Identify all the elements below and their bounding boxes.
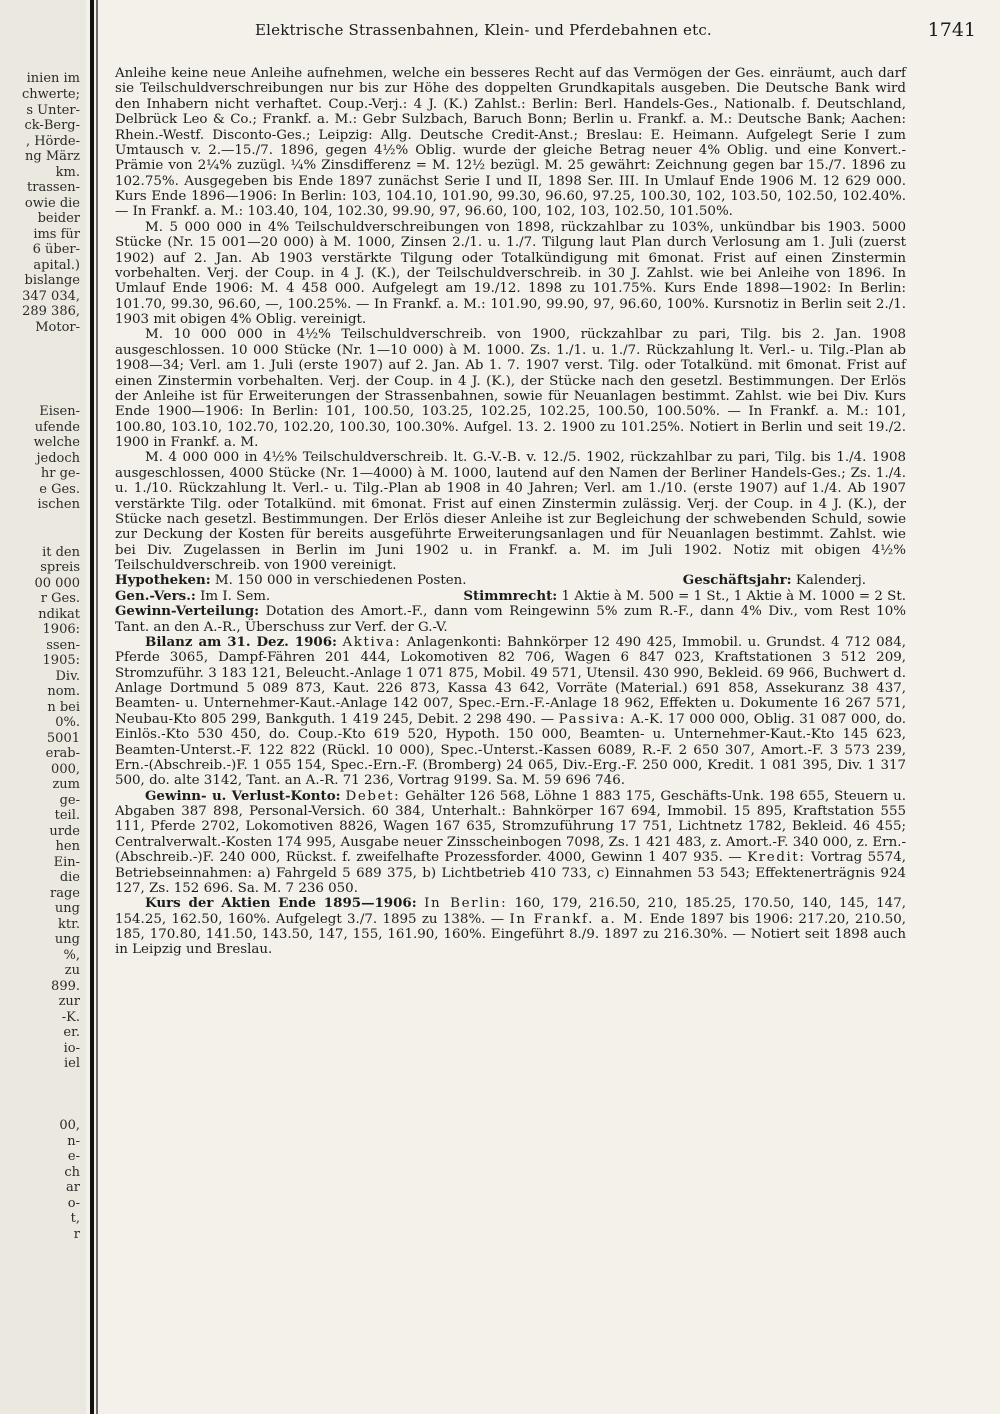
- margin-line: ims für: [33, 227, 80, 242]
- margin-line: hen: [55, 839, 80, 854]
- kredit-text: Vortrag 5574, Betriebseinnahmen: a) Fahrgeld 5 689 375, b) Lichtbetrieb 410 733, c) Einnahmen 53 543; Effektenerträgnis 924 127, Zs. 152 696. Sa. M. 7 236 050.: [115, 850, 906, 896]
- aktiva-label: Aktiva:: [342, 634, 402, 650]
- frankf-kurs-text: Ende 1897 bis 1906: 217.20, 210.50, 185, 170.80, 141.50, 143.50, 147, 155, 161.90, 160%. Eingeführt 8./9. 1897 zu 216.30%. — Notiert seit 1898 auch in Leipzig und Breslau.: [115, 911, 906, 958]
- page-header: [100, 19, 976, 43]
- debet-label: Debet:: [345, 788, 401, 804]
- margin-line: rage: [50, 886, 80, 901]
- frankf-label: In Frankf. a. M.: [509, 911, 645, 927]
- berlin-kurs-text: 160, 179, 216.50, 210, 185.25, 170.50, 140, 145, 147, 154.25, 162.50, 160%. Aufgelegt 3./7. 1895 zu 138%. —: [115, 896, 906, 927]
- debet-text: Gehälter 126 568, Löhne 1 883 175, Geschäfts-Unk. 198 655, Steuern u. Abgaben 387 898, Personal-Versich. 60 384, Unterhalt.: Bahnkörper 167 694, Immobil. 15 895, Kraftstation 555 111, Pferde 2702, Lokomotiven 8826, Wagen 167 635, Stromzuführung 17 751, Lichtnetz 1782, Bekleid. 46 455; Centralverwalt.-Kosten 174 995, Ausgabe neuer Zinsscheinbogen 7098, Zs. 1 421 483, z. Amort.-F. 340 000, z. Ern.-(Abschreib.-)F. 240 000, Rückst. f. zweifelhafte Prozessforder. 4000, Gewinn 1 407 935. —: [115, 788, 907, 866]
- margin-line: Eisen-: [39, 404, 80, 419]
- stimmrecht-label: Stimmrecht:: [463, 587, 558, 604]
- margin-line: n-: [67, 1134, 80, 1149]
- hypotheken-text: M. 150 000 in verschiedenen Posten.: [214, 573, 467, 589]
- margin-line: ck-Berg-: [24, 118, 80, 133]
- margin-line: e-: [67, 1149, 80, 1164]
- margin-line: ge-: [59, 793, 80, 808]
- margin-line: zur: [58, 994, 80, 1009]
- margin-line: iel: [63, 1056, 80, 1071]
- gewinnverteilung-paragraph: [115, 604, 906, 635]
- margin-line: n bei: [47, 700, 80, 715]
- margin-line: ndikat: [38, 607, 80, 622]
- margin-line: , Hörde-: [25, 134, 80, 149]
- passiva-label: Passiva:: [558, 711, 626, 727]
- margin-line: e Ges.: [39, 482, 80, 497]
- margin-line: r Ges.: [40, 591, 80, 606]
- margin-line: teil.: [54, 808, 80, 823]
- margin-line: er.: [63, 1025, 80, 1040]
- left-margin-fragments: [0, 0, 86, 1414]
- margin-line: Div.: [55, 669, 80, 684]
- margin-line: ung: [54, 901, 80, 916]
- margin-line: ktr.: [57, 917, 80, 932]
- running-title: Elektrische Strassenbahnen, Klein- und Pferdebahnen etc.: [255, 21, 712, 39]
- margin-line: owie die: [24, 196, 80, 211]
- margin-line: 1905:: [42, 653, 80, 668]
- margin-line: 6 über-: [32, 242, 80, 257]
- paragraph-anleihe-1896: Anleihe keine neue Anleihe aufnehmen, welche ein besseres Recht auf das Vermögen der Ges. einräumt, auch darf sie Teilschuldverschreibungen nur bis zur Höhe des doppelten Grundkapitals ausgeben. Die Deutsche Bank wird den Inhabern nicht verhaftet. Coup.-Verj.: 4 J. (K.) Zahlst.: Berlin: Berl. Handels-Ges., Nationalb. f. Deutschland, Delbrück Leo & Co.; Frankf. a. M.: Gebr Sulzbach, Baruch Bonn; Berlin u. Frankf. a. M.: Deutsche Bank; Aachen: Rhein.-Westf. Disconto-Ges.; Leipzig: Allg. Deutsche Credit-Anst.; Breslau: E. Heimann. Aufgelegt Serie I zum Umtausch v. 2.—15./7. 1896, gegen 4½% Oblig. wurde der gleiche Betrag neuer 4% Oblig. und eine Konvert.-Prämie von 2¼% zuzügl. ¼% Zinsdifferenz = M. 12½ bezügl. M. 25 gewährt: Zeichnung gegen bar 15./7. 1896 zu 102.75%. Ausgegeben bis Ende 1897 zunächst Serie I und II, 1898 Ser. III. In Umlauf Ende 1906 M. 12 629 000. Kurs Ende 1896—1906: In Berlin: 103, 104.10, 101.90, 99.30, 96.60, 97.25, 100.30, 102, 103.50, 102.50, 102.40%. — In Frankf. a. M.: 103.40, 104, 102.30, 99.90, 97, 96.60, 100, 102, 103, 102.50, 101.50%.: [115, 66, 906, 220]
- margin-line: erab-: [45, 746, 80, 761]
- aktiva-text: Anlagenkonti: Bahnkörper 12 490 425, Immobil. u. Grundst. 4 712 084, Pferde 3065, Dampf-Fähren 201 444, Lokomotiven 82 706, Wagen 6 847 023, Kraftstationen 3 512 209, Stromzuführ. 3 183 121, Beleucht.-Anlage 1 071 875, Mobil. 49 571, Utensil. 430 990, Bekleid. 69 966, Buchwert d. Anlage Dortmund 5 089 873, Kaut. 226 873, Kassa 43 642, Vorräte (Material.) 691 858, Assekuranz 38 437, Beamten- u. Unternehmer-Kaut.-Anlage 142 007, Spec.-Ern.-F.-Anlage 18 962, Effekten u. Dokumente 16 267 571, Neubau-Kto 805 299, Bankguth. 1 419 245, Debit. 2 298 490. —: [115, 634, 906, 727]
- margin-line: 0%.: [55, 715, 80, 730]
- margin-line: die: [59, 870, 80, 885]
- margin-line: nom.: [47, 684, 80, 699]
- margin-line: -K.: [61, 1010, 80, 1025]
- margin-line: ssen-: [46, 638, 80, 653]
- margin-line: io-: [63, 1041, 80, 1056]
- margin-line: welche: [33, 435, 80, 450]
- geschaeftsjahr-text: Kalenderj.: [795, 573, 866, 589]
- margin-line: beider: [37, 211, 80, 226]
- kurs-label: Kurs der Aktien Ende 1895—1906:: [145, 895, 417, 912]
- margin-line: it den: [42, 545, 80, 560]
- paragraph-anleihe-1902: M. 4 000 000 in 4½% Teilschuldverschreib. lt. G.-V.-B. v. 12./5. 1902, rückzahlbar zu pari, Tilg. bis 1./4. 1908 ausgeschlossen, 4000 Stücke (Nr. 1—4000) à M. 1000, lautend auf den Namen der Berliner Handels-Ges.; Zs. 1./4. u. 1./10. Rückzahlung lt. Verl.- u. Tilg.-Plan ab 1908 in 40 Jahren; Verl. am 1./10. (erste 1907) auf 1./4. Ab 1907 verstärkte Tilg. oder Totalkünd. mit 6monat. Frist auf einen Zinstermin zulässig. Verj. der Coup. in 4 J. (K.), der Stücke nach gesetzl. Bestimmungen. Der Erlös dieser Anleihe ist zur Begleichung der schwebenden Schuld, sowie zur Deckung der Kosten für bereits ausgeführte Erweiterungsanlagen und für Neuanlagen bestimmt. Zahlst. wie bei Div. Zugelassen in Berlin im Juni 1902 u. in Frankf. a. M. im Juli 1902. Notiz mit obigen 4½% Teilschuldverschreib. von 1900 vereinigt.: [115, 450, 906, 573]
- guv-paragraph: [115, 789, 906, 897]
- margin-line: ng März: [25, 149, 80, 164]
- berlin-label: In Berlin:: [424, 896, 508, 912]
- margin-line: 289 386,: [22, 304, 80, 319]
- stimmrecht-text: 1 Aktie à M. 500 = 1 St., 1 Aktie à M. 1000 = 2 St.: [561, 588, 906, 604]
- margin-line: 00,: [59, 1118, 80, 1133]
- margin-line: ufende: [34, 420, 80, 435]
- margin-line: t,: [70, 1211, 80, 1226]
- hypotheken-line: [115, 573, 906, 588]
- kurs-paragraph: [115, 896, 906, 958]
- margin-line: urde: [49, 824, 80, 839]
- margin-line: spreis: [40, 560, 80, 575]
- margin-line: km.: [55, 165, 80, 180]
- kredit-label: Kredit:: [747, 850, 806, 866]
- passiva-text: A.-K. 17 000 000, Oblig. 31 087 000, do. Einlös.-Kto 530 450, do. Coup.-Kto 619 520, Hypoth. 150 000, Beamten- u. Unternehmer-Kaut.-Kto 145 623, Beamten-Unterst.-F. 122 822 (Rückl. 10 000), Spec.-Unterst.-Kassen 6089, R.-F. 2 650 307, Amort.-F. 3 573 239, Ern.-(Abschreib.-)F. 1 055 154, Spec.-Ern.-F. (Bromberg) 24 065, Div.-Erg.-F. 250 000, Kredit. 1 081 395, Div. 1 317 500, do. alte 3142, Tant. an A.-R. 71 236, Vortrag 9199. Sa. M. 59 696 746.: [115, 711, 906, 789]
- margin-line: ung: [54, 932, 80, 947]
- margin-line: inien im: [26, 71, 80, 86]
- margin-line: ar: [66, 1180, 80, 1195]
- margin-line: 00 000: [34, 576, 80, 591]
- margin-line: o-: [67, 1196, 80, 1211]
- paragraph-anleihe-1898: M. 5 000 000 in 4% Teilschuldverschreibungen von 1898, rückzahlbar zu 103%, unkündbar bis 1903. 5000 Stücke (Nr. 15 001—20 000) à M. 1000, Zinsen 2./1. u. 1./7. Tilgung laut Plan durch Verlosung am 1. Juli (zuerst 1902) auf 2. Jan. Ab 1903 verstärkte Tilgung oder Totalkündigung mit 6monat. Frist auf einen Zinstermin vorbehalten. Verj. der Coup. in 4 J. (K.), der Teilschuldverschreib. in 30 J. Zahlst. wie bei Anleihe von 1896. In Umlauf Ende 1906: M. 4 458 000. Aufgelegt am 19./12. 1898 zu 101.75%. Kurs Ende 1898—1902: In Berlin: 101.70, 99.30, 96.60, —, 100.25%. — In Frankf. a. M.: 101.90, 99.90, 97, 96.60, 100%. Kursnotiz in Berlin seit 2./1. 1903 mit obigen 4% Oblig. vereinigt.: [115, 219, 906, 327]
- margin-line: 1906:: [42, 622, 80, 637]
- margin-line: Motor-: [35, 320, 80, 335]
- genvers-text: Im I. Sem.: [200, 588, 271, 604]
- paragraph-anleihe-1900: M. 10 000 000 in 4½% Teilschuldverschreib. von 1900, rückzahlbar zu pari, Tilg. bis 2. Jan. 1908 ausgeschlossen. 10 000 Stücke (Nr. 1—10 000) à M. 1000. Zs. 1./1. u. 1./7. Rückzahlung lt. Verl.- u. Tilg.-Plan ab 1908—34; Verl. am 1. Juli (erste 1907) auf 2. Jan. Ab 1. 7. 1907 verst. Tilg. oder Totalkünd. mit 6monat. Frist auf einen Zinstermin vorbehalten. Verj. der Coup. in 4 J. (K.), der Stücke nach den gesetzl. Bestimmungen. Der Erlös der Anleihe ist für Erweiterungen der Strassenbahnen, sowie für Neuanlagen bestimmt. Zahlst. wie bei Div. Kurs Ende 1900—1906: In Berlin: 101, 100.50, 103.25, 102.25, 102.25, 100.50, 100.50%. — In Frankf. a. M.: 101, 100.80, 103.10, 102.70, 102.20, 100.30, 100.30%. Aufgel. 13. 2. 1900 zu 101.25%. Notiert in Berlin und seit 19./2. 1900 in Frankf. a. M.: [115, 327, 906, 450]
- margin-line: jedoch: [36, 451, 80, 466]
- column-rule-thin: [96, 0, 98, 1414]
- page-number: 1741: [927, 19, 976, 41]
- margin-line: apital.): [33, 258, 80, 273]
- margin-line: hr ge-: [40, 466, 80, 481]
- geschaeftsjahr-label: Geschäftsjahr:: [682, 572, 792, 589]
- main-text: [115, 66, 906, 958]
- column-rule: [90, 0, 94, 1414]
- margin-line: s Unter-: [26, 103, 80, 118]
- hypotheken-label: Hypotheken:: [115, 572, 211, 589]
- margin-line: zu: [64, 963, 80, 978]
- margin-line: %,: [63, 948, 80, 963]
- margin-line: bislange: [24, 273, 80, 288]
- margin-line: 899.: [51, 979, 80, 994]
- genvers-line: [115, 589, 906, 604]
- bilanz-paragraph: [115, 635, 906, 789]
- gewinnverteilung-label: Gewinn-Verteilung:: [115, 603, 260, 620]
- margin-line: ch: [64, 1165, 80, 1180]
- margin-line: ischen: [37, 497, 80, 512]
- margin-line: trassen-: [27, 180, 80, 195]
- margin-line: chwerte;: [22, 87, 80, 102]
- margin-line: 000,: [51, 762, 80, 777]
- guv-label: Gewinn- u. Verlust-Konto:: [145, 787, 341, 804]
- bilanz-label: Bilanz am 31. Dez. 1906:: [145, 633, 337, 650]
- gewinnverteilung-text: Dotation des Amort.-F., dann vom Reingewinn 5% zum R.-F., dann 4% Div., vom Rest 10% Tant. an den A.-R., Überschuss zur Verf. der G.-V.: [115, 604, 907, 635]
- margin-line: r: [73, 1227, 80, 1242]
- margin-line: 5001: [46, 731, 80, 746]
- margin-line: Ein-: [53, 855, 80, 870]
- margin-line: zum: [52, 777, 80, 792]
- margin-line: 347 034,: [22, 289, 80, 304]
- genvers-label: Gen.-Vers.:: [115, 587, 196, 604]
